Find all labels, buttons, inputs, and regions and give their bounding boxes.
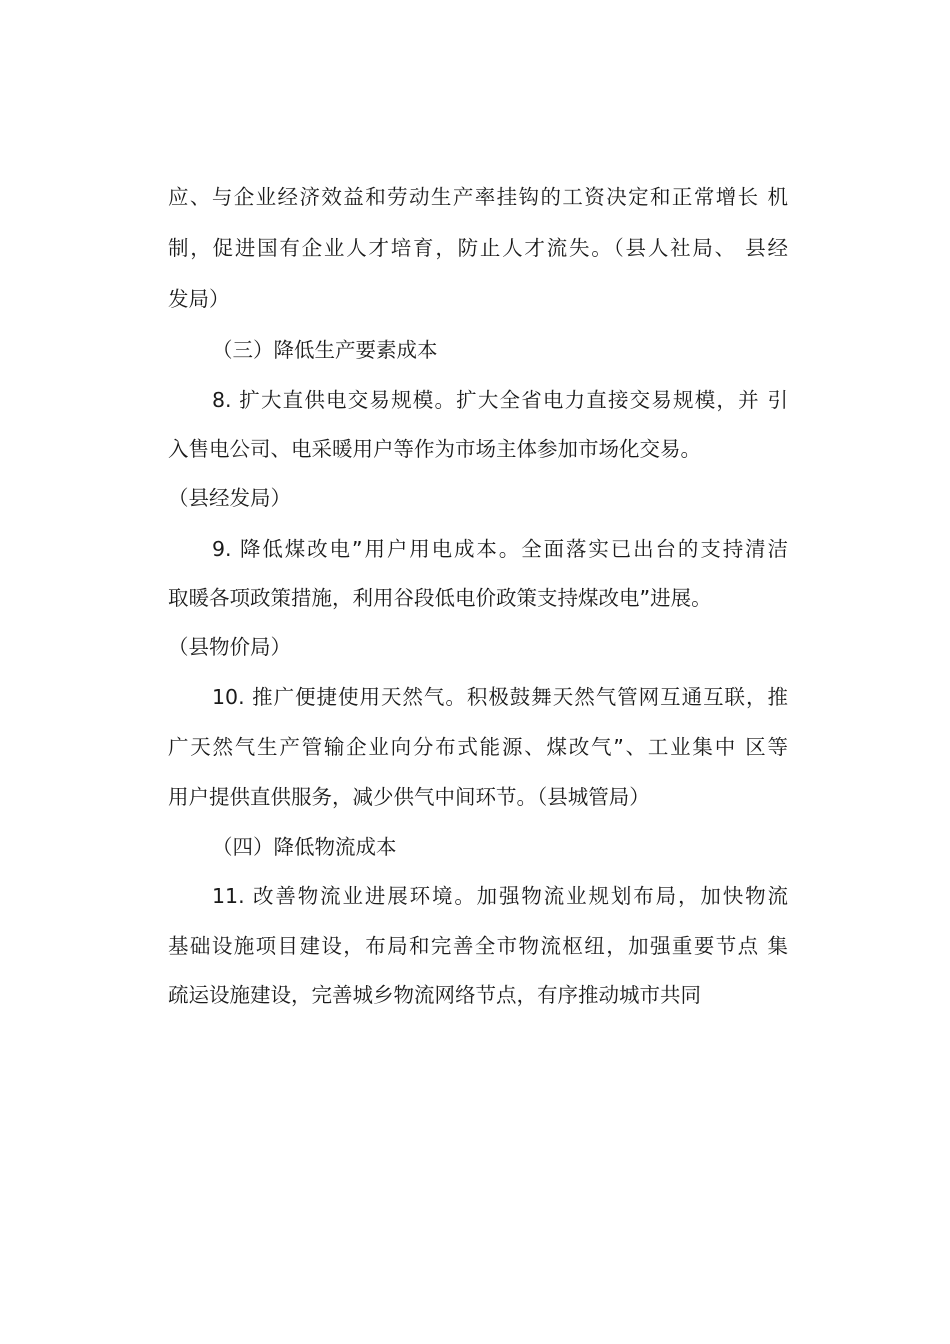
section-heading: （三）降低生产要素成本 (212, 338, 438, 362)
text-line: 取暖各项政策措施，利用谷段低电价政策支持煤改电”进展。 (168, 586, 712, 610)
text-line: （县经发局） (168, 486, 291, 510)
text-line: 基础设施项目建设，布局和完善全市物流枢纽，加强重要节点 集 (168, 934, 788, 958)
paragraph-first-line: 8. 扩大直供电交易规模。扩大全省电力直接交易规模，并 引 (212, 388, 788, 412)
paragraph-first-line: 10. 推广便捷使用天然气。积极鼓舞天然气管网互通互联，推 (212, 685, 788, 709)
text-line: 疏运设施建设，完善城乡物流网络节点，有序推动城市共同 (168, 983, 701, 1007)
paragraph-first-line: 9. 降低煤改电”用户用电成本。全面落实已出台的支持清洁 (212, 537, 788, 561)
text-line: 应、与企业经济效益和劳动生产率挂钩的工资决定和正常增长 机 (168, 185, 788, 209)
text-line: 用户提供直供服务，减少供气中间环节。（县城管局） (168, 785, 650, 809)
text-line: 入售电公司、电采暖用户等作为市场主体参加市场化交易。 (168, 437, 701, 461)
paragraph-first-line: 11. 改善物流业进展环境。加强物流业规划布局，加快物流 (212, 884, 788, 908)
text-line: 广天然气生产管输企业向分布式能源、煤改气”、工业集中 区等 (168, 735, 788, 759)
text-line: （县物价局） (168, 635, 291, 659)
text-line: 发局） (168, 287, 230, 311)
section-heading: （四）降低物流成本 (212, 835, 397, 859)
text-line: 制，促进国有企业人才培育，防止人才流失。（县人社局、 县经 (168, 236, 788, 260)
